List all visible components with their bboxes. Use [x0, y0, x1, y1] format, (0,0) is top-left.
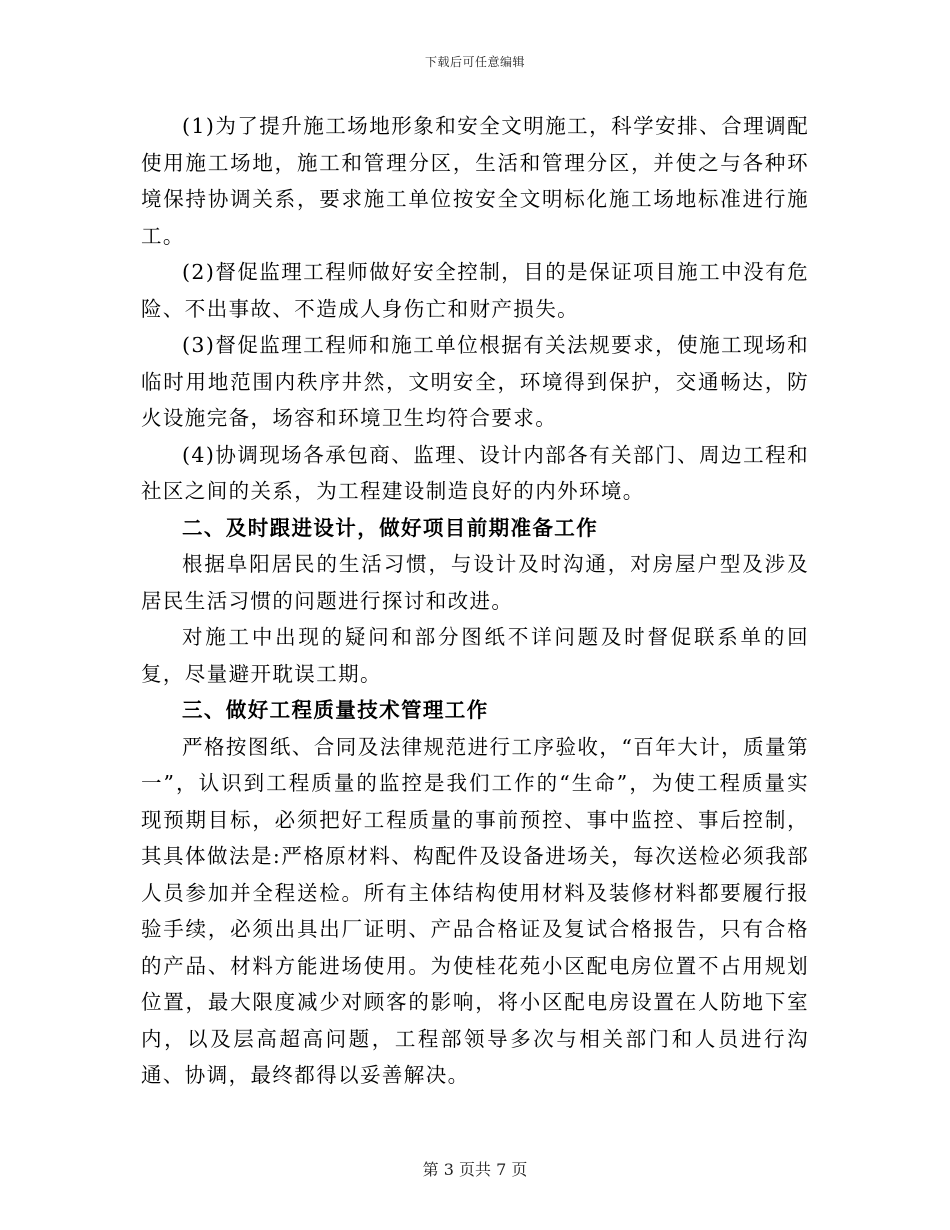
- page-header: 下载后可任意编辑: [424, 55, 525, 69]
- section-heading-3: 三、做好工程质量技术管理工作: [182, 698, 489, 722]
- paragraph-5: 根据阜阳居民的生活习惯，与设计及时沟通，对房屋户型及涉及居民生活习惯的问题进行探讨和改进。: [141, 552, 809, 613]
- paragraph-7: 严格按图纸、合同及法律规范进行工序验收，“百年大计，质量第一”，认识到工程质量的监控是我们工作的“生命”，为使工程质量实现预期目标，必须把好工程质量的事前预控、事中监控、事后控制，其具体做法是:严格原材料、构配件及设备进场关，每次送检必须我部人员参加并全程送检。所有主体结构使用材料及装修材料都要履行报验手续，必须出具出厂证明、产品合格证及复试合格报告，只有合格的产品、材料方能进场使用。为使桂花苑小区配电房位置不占用规划位置，最大限度减少对顾客的影响，将小区配电房设置在人防地下室内，以及层高超高问题，工程部领导多次与相关部门和人员进行沟通、协调，最终都得以妥善解决。: [141, 734, 809, 1087]
- paragraph-6: 对施工中出现的疑问和部分图纸不详问题及时督促联系单的回复，尽量避开耽误工期。: [141, 625, 809, 686]
- page-footer: 第 3 页共 7 页: [422, 1160, 528, 1179]
- section-heading-2: 二、及时跟进设计，做好项目前期准备工作: [182, 515, 599, 540]
- document-body: [141, 108, 809, 1094]
- paragraph-1: (1)为了提升施工场地形象和安全文明施工，科学安排、合理调配使用施工场地，施工和管理分区，生活和管理分区，并使之与各种环境保持协调关系，要求施工单位按安全文明标化施工场地标准进行施工。: [141, 114, 809, 248]
- paragraph-3: (3)督促监理工程师和施工单位根据有关法规要求，使施工现场和临时用地范围内秩序井然，文明安全，环境得到保护，交通畅达，防火设施完备，场容和环境卫生均符合要求。: [141, 333, 809, 430]
- paragraph-4: (4)协调现场各承包商、监理、设计内部各有关部门、周边工程和社区之间的关系，为工程建设制造良好的内外环境。: [141, 442, 809, 503]
- paragraph-2: (2)督促监理工程师做好安全控制，目的是保证项目施工中没有危险、不出事故、不造成人身伤亡和财产损失。: [141, 260, 809, 321]
